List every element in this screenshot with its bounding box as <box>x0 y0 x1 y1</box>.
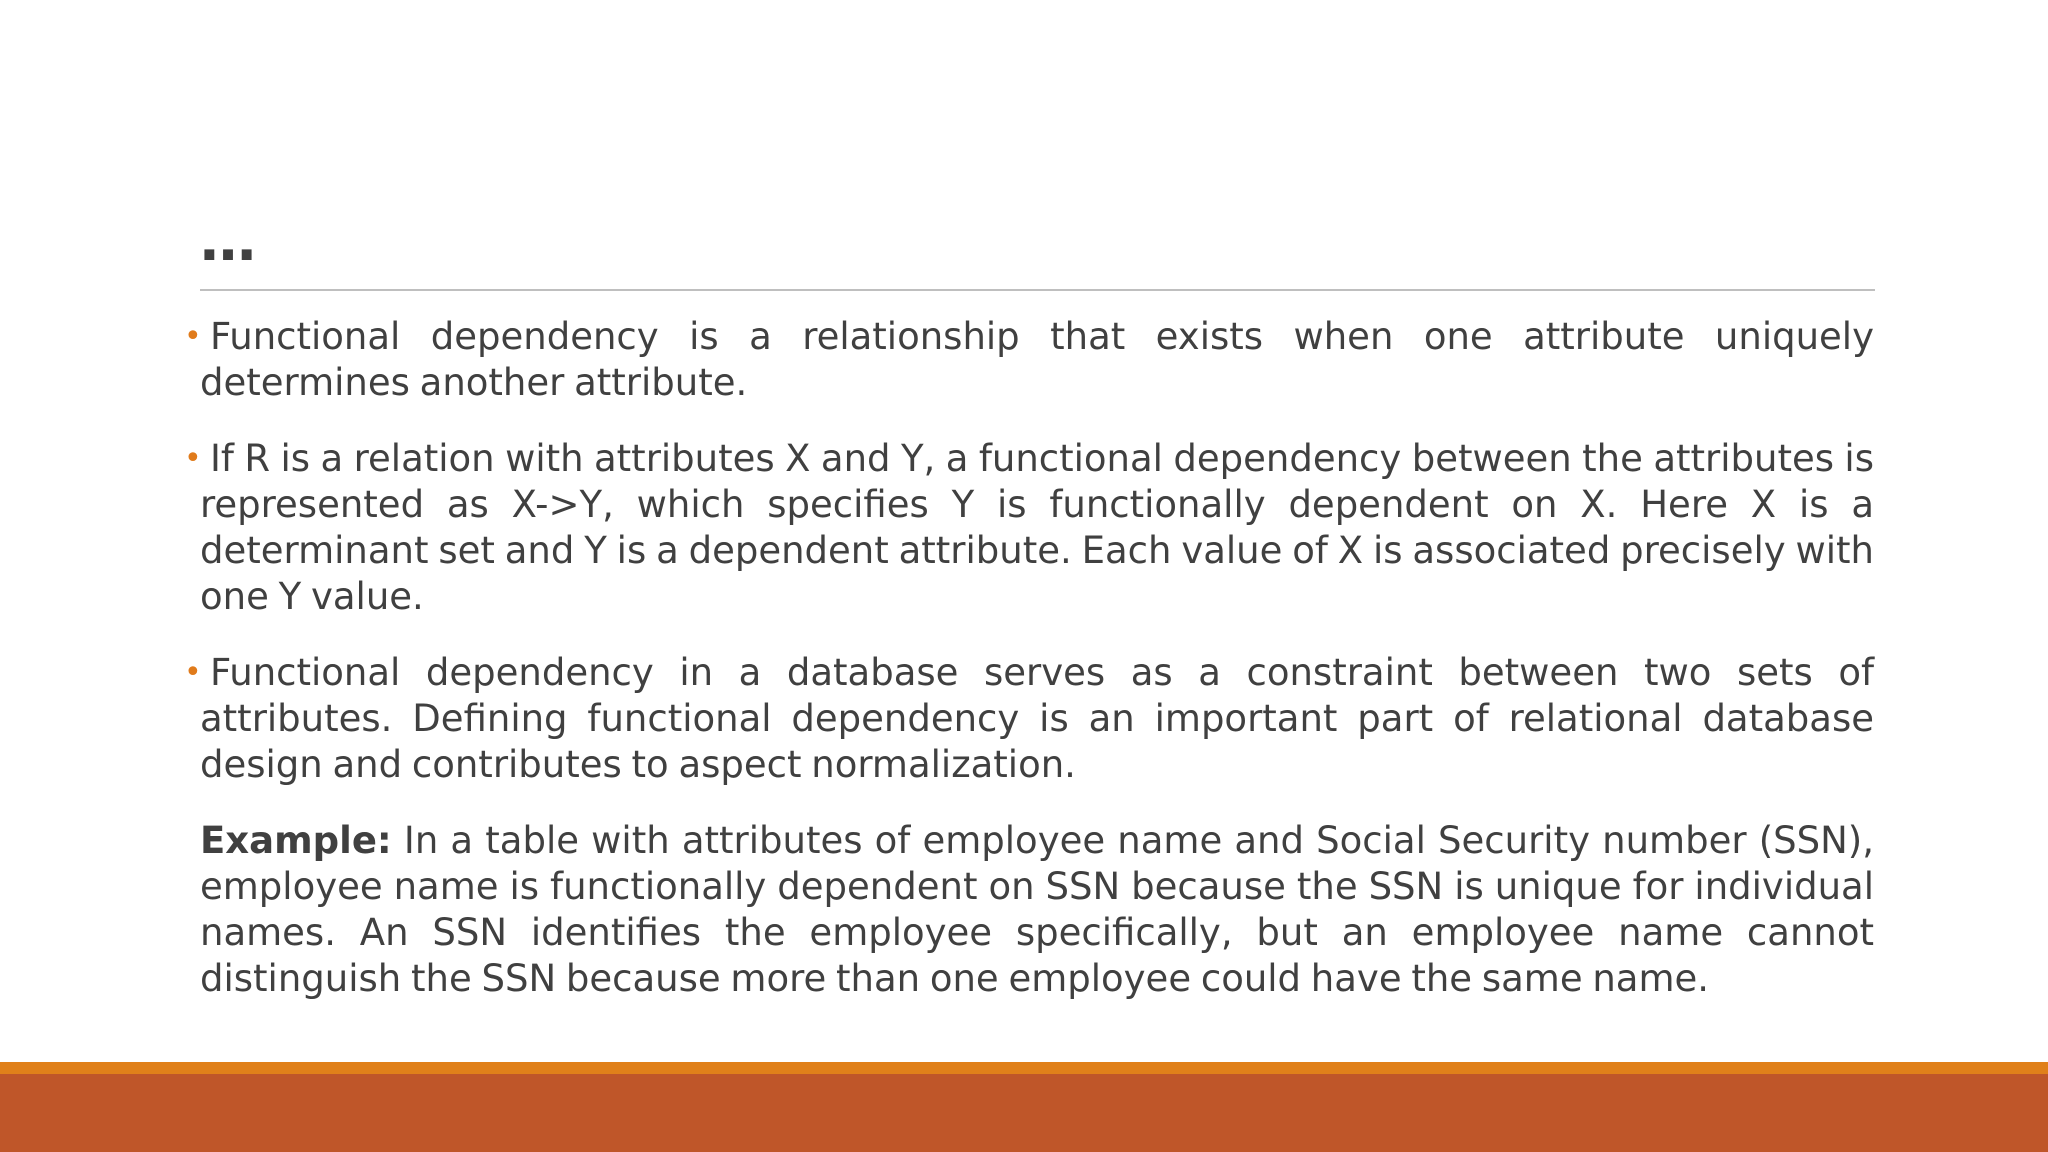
title-divider <box>200 289 1875 291</box>
bullet-item <box>184 650 1874 788</box>
bullet-item <box>184 314 1874 406</box>
footer-band <box>0 1074 2048 1152</box>
example-text: In a table with attributes of employee name and Social Security number (SSN), employee name is functionally dependent on SSN because the SSN is unique for individual names. An SSN identifies the employee specifically, but an employee name cannot distinguish the SSN because more than one employee could have the same name. <box>200 819 1874 1000</box>
footer-accent-stripe <box>0 1062 2048 1074</box>
example-label: Example: <box>200 819 392 862</box>
slide-content <box>184 314 1874 1002</box>
example-paragraph <box>200 818 1874 1002</box>
slide-title: … <box>200 209 260 274</box>
bullet-text: Functional dependency is a relationship that exists when one attribute uniquely determines another attribute. <box>200 315 1874 404</box>
bullet-icon: • <box>184 319 202 354</box>
bullet-text: If R is a relation with attributes X and Y, a functional dependency between the attributes is represented as X->Y, which specifies Y is functionally dependent on X. Here X is a determinant set and Y is a dependent attribute. Each value of X is associated precisely with one Y value. <box>200 437 1874 618</box>
bullet-text: Functional dependency in a database serves as a constraint between two sets of attributes. Defining functional dependency is an important part of relational database design and contributes to aspect normalization. <box>200 651 1874 786</box>
bullet-item <box>184 436 1874 620</box>
bullet-icon: • <box>184 441 202 476</box>
bullet-icon: • <box>184 655 202 690</box>
